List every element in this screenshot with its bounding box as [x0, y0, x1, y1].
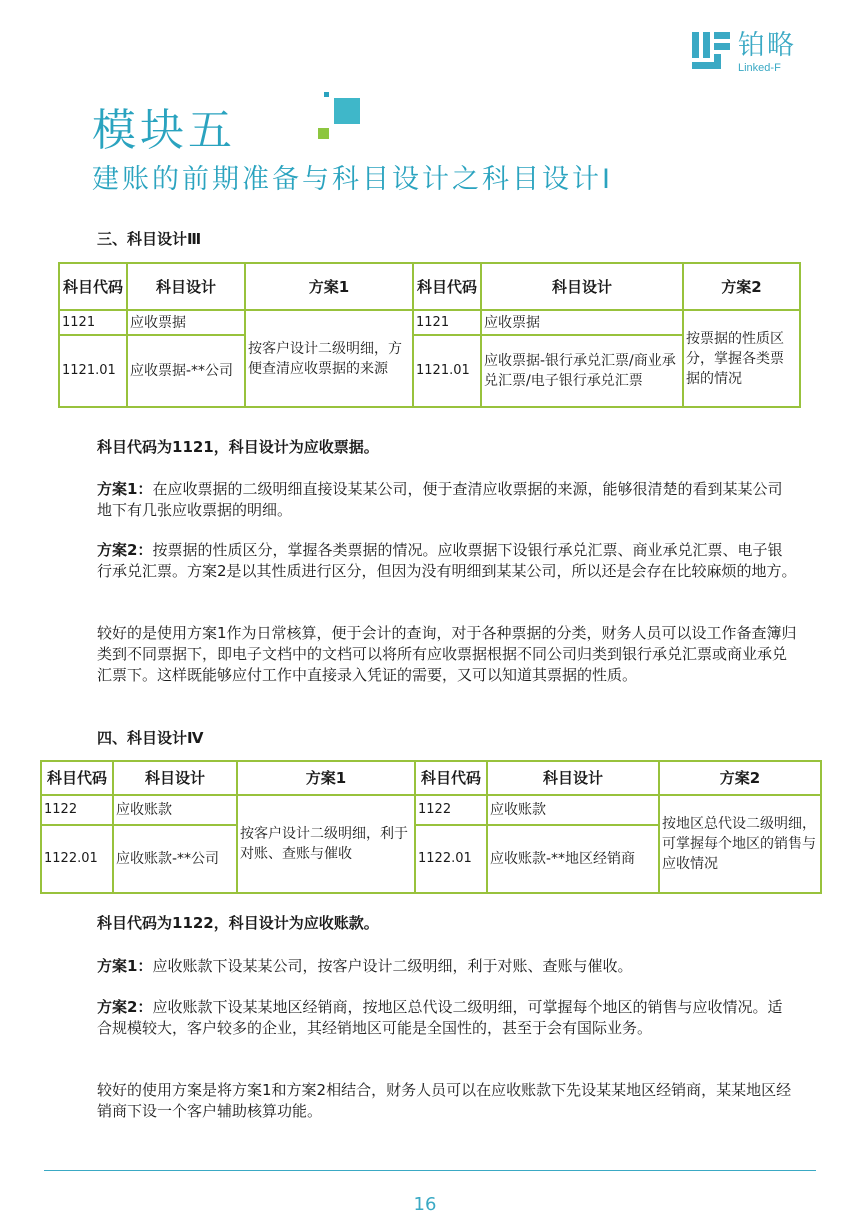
header-cell: 科目设计	[127, 263, 245, 310]
plan-text: 在应收票据的二级明细直接设某某公司，便于查清应收票据的来源，能够很清楚的看到某某公司地下有几张应收票据的明细。	[97, 480, 783, 519]
conclusion-4: 较好的使用方案是将方案1和方案2相结合，财务人员可以在应收账款下先设某某地区经销商，某某地区经销商下设一个客户辅助核算功能。	[97, 1081, 792, 1120]
subject-code: 1121.01	[413, 335, 481, 407]
decorative-squares-icon	[318, 92, 364, 142]
subject-code: 1121.01	[59, 335, 127, 407]
brand-name-en: Linked-F	[738, 62, 781, 74]
header-cell: 方案1	[245, 263, 413, 310]
plan-text: 应收账款下设某某公司，按客户设计二级明细，利于对账、查账与催收。	[152, 957, 633, 975]
plan1-paragraph-4	[97, 956, 797, 977]
header-cell: 方案1	[237, 761, 415, 795]
subject-code: 1122	[415, 795, 487, 825]
section-heading-3: 三、科目设计Ⅲ	[97, 230, 202, 248]
section-heading-4: 四、科目设计Ⅳ	[97, 729, 204, 747]
subject-design: 应收账款-**地区经销商	[487, 825, 659, 893]
header-cell: 科目代码	[41, 761, 113, 795]
header-cell: 科目代码	[415, 761, 487, 795]
brand-name-cn: 铂略	[738, 30, 796, 61]
table-header-row	[41, 761, 821, 795]
subject-design: 应收票据-**公司	[127, 335, 245, 407]
subject-design: 应收账款	[113, 795, 237, 825]
header-cell: 方案2	[659, 761, 821, 795]
subject-table-3	[58, 262, 801, 408]
subject-code: 1121	[413, 310, 481, 335]
header-cell: 科目设计	[113, 761, 237, 795]
subject-design: 应收票据	[481, 310, 683, 335]
subject-code: 1122.01	[41, 825, 113, 893]
header-cell: 方案2	[683, 263, 800, 310]
subject-code: 1121	[59, 310, 127, 335]
subject-design: 应收账款	[487, 795, 659, 825]
plan2-cell: 按地区总代设二级明细，可掌握每个地区的销售与应收情况	[659, 795, 821, 893]
table-header-row	[59, 263, 800, 310]
plan1-cell: 按客户设计二级明细，利于对账、查账与催收	[237, 795, 415, 893]
table-row	[59, 310, 800, 335]
module-subtitle: 建账的前期准备与科目设计之科目设计Ⅰ	[92, 164, 613, 195]
linked-f-logo-icon	[692, 32, 730, 70]
plan-label: 方案2：	[97, 998, 153, 1016]
plan-label: 方案1：	[97, 480, 153, 498]
subject-design: 应收账款-**公司	[113, 825, 237, 893]
subject-code: 1122.01	[415, 825, 487, 893]
plan2-cell: 按票据的性质区分，掌握各类票据的情况	[683, 310, 800, 407]
header-cell: 科目代码	[59, 263, 127, 310]
plan-label: 方案1：	[97, 957, 153, 975]
brand-logo	[692, 30, 814, 76]
plan1-paragraph-3	[97, 479, 797, 521]
header-cell: 科目代码	[413, 263, 481, 310]
header-cell: 科目设计	[487, 761, 659, 795]
plan-text: 应收账款下设某某地区经销商，按地区总代设二级明细，可掌握每个地区的销售与应收情况。适合规模较大，客户较多的企业，其经销地区可能是全国性的，甚至于会有国际业务。	[97, 998, 783, 1037]
conclusion-3: 较好的是使用方案1作为日常核算，便于会计的查询，对于各种票据的分类，财务人员可以设工作备查簿归类到不同票据下，即电子文档中的文档可以将所有应收票据根据不同公司归类到银行承兑汇票或商业承兑汇票下。这样既能够应付工作中直接录入凭证的需要，又可以知道其票据的性质。	[97, 624, 797, 684]
subject-code: 1122	[41, 795, 113, 825]
plan2-paragraph-3	[97, 540, 797, 582]
plan-text: 按票据的性质区分，掌握各类票据的情况。应收票据下设银行承兑汇票、商业承兑汇票、电子银行承兑汇票。方案2是以其性质进行区分，但因为没有明细到某某公司，所以还是会存在比较麻烦的地方。	[97, 541, 797, 580]
plan1-cell: 按客户设计二级明细，方便查清应收票据的来源	[245, 310, 413, 407]
page-number: 16	[413, 1194, 437, 1215]
plan-label: 方案2：	[97, 541, 153, 559]
summary-3: 科目代码为1121，科目设计为应收票据。	[97, 438, 379, 456]
plan2-paragraph-4	[97, 997, 797, 1039]
footer-divider	[44, 1170, 816, 1171]
header-cell: 科目设计	[481, 263, 683, 310]
subject-table-4	[40, 760, 822, 894]
subject-design: 应收票据	[127, 310, 245, 335]
summary-4: 科目代码为1122，科目设计为应收账款。	[97, 914, 379, 932]
subject-design: 应收票据-银行承兑汇票/商业承兑汇票/电子银行承兑汇票	[481, 335, 683, 407]
module-title: 模块五	[92, 105, 236, 156]
table-row	[41, 795, 821, 825]
